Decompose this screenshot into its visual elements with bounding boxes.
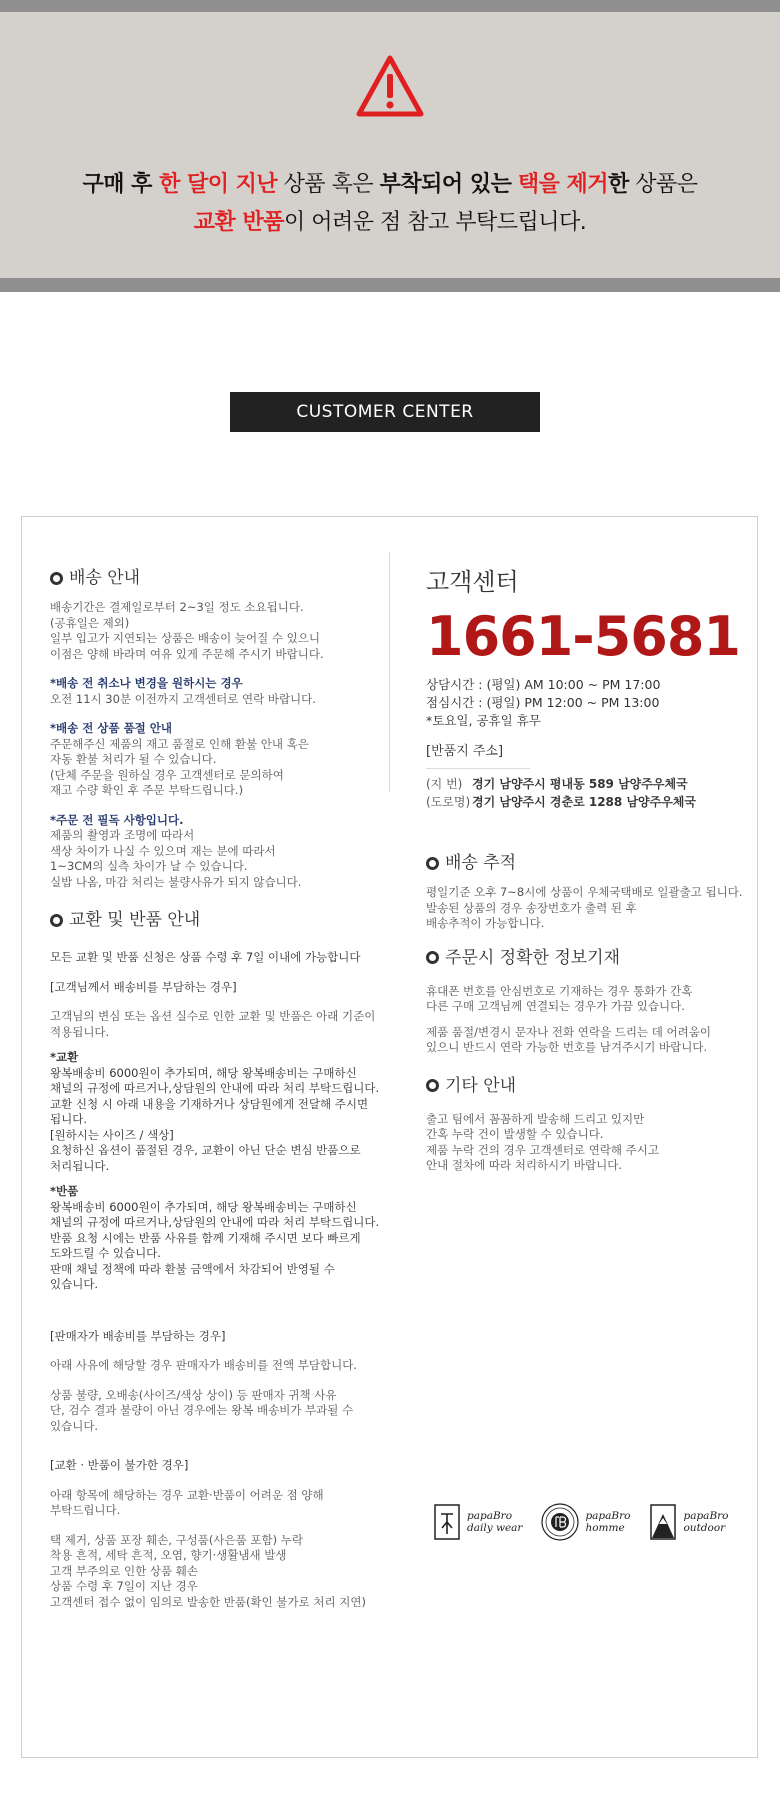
text-line: 도와드릴 수 있습니다. <box>50 1246 161 1260</box>
notice-segment: 택을 제거 <box>517 172 608 197</box>
text-line: 있습니다. <box>50 1277 99 1291</box>
return-address-list <box>426 775 746 811</box>
exchange-intro: 모든 교환 및 반품 신청은 상품 수령 후 7일 이내에 가능합니다 <box>50 950 361 964</box>
circle-bullet-icon <box>426 951 439 964</box>
shipping-title: 배송 안내 <box>69 568 141 588</box>
right-column <box>426 566 746 1174</box>
return-address-title: [반품지 주소] <box>426 742 530 769</box>
text-line: 점심시간 : (평일) PM 12:00 ~ PM 13:00 <box>426 695 660 710</box>
logo-line: daily wear <box>467 1522 523 1534</box>
notice-segment: 한 달이 지난 <box>159 172 278 197</box>
text-line: 착용 흔적, 세탁 흔적, 오염, 향기·생활냄새 발생 <box>50 1548 287 1562</box>
text-line: 있습니다. <box>50 1418 99 1433</box>
notice-banner <box>0 0 780 292</box>
logo-daily-wear[interactable] <box>432 1502 522 1542</box>
brand-logos <box>432 1500 732 1544</box>
text-line: 출고 팀에서 꼼꼼하게 발송해 드리고 있지만 <box>426 1111 645 1126</box>
text-line: 요청하신 옵션이 품절된 경우, 교환이 아닌 단순 변심 반품으로 <box>50 1143 361 1157</box>
shipping-period-text <box>50 600 380 662</box>
exchange-title: 교환 및 반품 안내 <box>69 910 201 930</box>
text-line: 재고 수량 확인 후 주문 부탁드립니다.) <box>50 783 244 797</box>
notice-line-2 <box>0 204 780 242</box>
text-line: 휴대폰 번호를 안심번호로 기재하는 경우 통화가 간혹 <box>426 983 693 998</box>
notice-segment: 구매 후 <box>82 172 160 197</box>
text-line: 왕복배송비 6000원이 추가되며, 해당 왕복배송비는 구매하신 <box>50 1199 357 1214</box>
address-label: (지 번) <box>426 777 463 791</box>
text-line: 단, 검수 결과 불량이 아닌 경우에는 왕복 배송비가 부과될 수 <box>50 1403 354 1417</box>
text-line: 상품 수령 후 7일이 지난 경우 <box>50 1579 198 1593</box>
text-line: 주문해주신 제품의 재고 품절로 인해 환불 안내 혹은 <box>50 736 309 751</box>
text-line: 고객센터 접수 없이 임의로 발송한 반품(확인 불가로 처리 지연) <box>50 1594 366 1609</box>
daily-wear-logo-icon <box>432 1502 462 1542</box>
text-line: 발송된 상품의 경우 송장번호가 출력 된 후 <box>426 900 637 915</box>
homme-seal-icon <box>540 1502 580 1542</box>
cc-hours <box>426 676 746 730</box>
soldout-text <box>50 737 380 799</box>
left-column <box>50 566 380 1610</box>
not-allowed-text-1 <box>50 1488 380 1519</box>
text-line: 제품 품절/변경시 문자나 전화 연락을 드리는 데 어려움이 <box>426 1024 711 1039</box>
tracking-text <box>426 885 746 932</box>
text-line: 채널의 규정에 따르거나,상담원의 안내에 따라 처리 부탁드립니다. <box>50 1215 380 1229</box>
text-line: 실밥 나옴, 마감 처리는 불량사유가 되지 않습니다. <box>50 874 302 889</box>
text-line: 택 제거, 상품 포장 훼손, 구성품(사은품 포함) 누락 <box>50 1532 303 1547</box>
text-line: 적용됩니다. <box>50 1024 110 1039</box>
order-info-title: 주문시 정확한 정보기재 <box>445 947 621 968</box>
text-line: 상품 불량, 오배송(사이즈/색상 상이) 등 판매자 귀책 사유 <box>50 1387 337 1402</box>
logo-homme[interactable] <box>540 1502 630 1542</box>
address-row <box>426 775 746 793</box>
text-line: (단체 주문을 원하실 경우 고객센터로 문의하여 <box>50 767 284 782</box>
shipping-cancel-text <box>50 692 380 708</box>
exchange-text <box>50 1066 380 1128</box>
text-line: 배송기간은 결제일로부터 2~3일 정도 소요됩니다. <box>50 600 304 614</box>
exchange-option-text <box>50 1143 380 1174</box>
text-line: *토요일, 공휴일 휴무 <box>426 713 541 728</box>
notice-segment: 한 <box>608 172 629 197</box>
address-row <box>426 793 746 811</box>
must-read-text <box>50 828 380 890</box>
circle-bullet-icon <box>50 914 63 927</box>
text-line: 있으니 반드시 연락 가능한 번호를 남겨주시기 바랍니다. <box>426 1040 708 1054</box>
seller-pays-text-1 <box>50 1358 380 1374</box>
text-line: 왕복배송비 6000원이 추가되며, 해당 왕복배송비는 구매하신 <box>50 1065 357 1080</box>
logo-outdoor[interactable] <box>648 1502 728 1542</box>
return-heading: *반품 <box>50 1184 79 1198</box>
text-line: 고객 부주의로 인한 상품 훼손 <box>50 1563 198 1578</box>
text-line: 제품의 촬영과 조명에 따라서 <box>50 828 195 842</box>
cc-title: 고객센터 <box>426 568 519 596</box>
exchange-heading: *교환 <box>50 1050 79 1064</box>
outdoor-mountain-icon <box>648 1502 678 1542</box>
warning-triangle-icon <box>355 54 425 118</box>
text-line: 안내 절차에 따라 처리하시기 바랍니다. <box>426 1158 623 1172</box>
address-value: 경기 남양주시 경춘로 1288 남양주우체국 <box>472 795 696 809</box>
tracking-title: 배송 추적 <box>445 853 517 873</box>
notice-segment: 상품은 <box>628 172 698 197</box>
address-value: 경기 남양주시 평내동 589 남양주우체국 <box>472 777 688 791</box>
text-line: 색상 차이가 나실 수 있으며 재는 분에 따라서 <box>50 843 276 858</box>
order-info-text-2 <box>426 1025 746 1056</box>
address-label: (도로명) <box>426 795 471 809</box>
customer-center-button[interactable]: CUSTOMER CENTER <box>230 392 540 432</box>
must-read-heading: *주문 전 필독 사항입니다. <box>50 812 184 827</box>
etc-text <box>426 1112 746 1174</box>
cc-phone-number[interactable]: 1661-5681 <box>426 605 740 668</box>
seller-pays-heading: [판매자가 배송비를 부담하는 경우] <box>50 1328 226 1343</box>
not-allowed-list <box>50 1533 380 1611</box>
text-line: 채널의 규정에 따르거나,상담원의 안내에 따라 처리 부탁드립니다. <box>50 1081 380 1095</box>
notice-text <box>0 166 780 242</box>
text-line: 평일기준 오후 7~8시에 상품이 우체국택배로 일괄출고 됩니다. <box>426 885 743 899</box>
section-title-exchange <box>50 908 380 932</box>
logo-name: papaBro <box>683 1510 729 1522</box>
logo-line: homme <box>585 1522 625 1534</box>
customer-pays-text <box>50 1009 380 1040</box>
logo-line: outdoor <box>683 1522 726 1534</box>
customer-pays-heading: [고객님께서 배송비를 부담하는 경우] <box>50 979 237 994</box>
notice-line-1 <box>0 166 780 204</box>
text-line: 고객님의 변심 또는 옵션 실수로 인한 교환 및 반품은 아래 기준이 <box>50 1009 376 1023</box>
logo-name: papaBro <box>467 1510 513 1522</box>
section-title-shipping <box>50 566 380 590</box>
text-line: 아래 사유에 해당할 경우 판매자가 배송비를 전액 부담합니다. <box>50 1358 357 1372</box>
etc-title: 기타 안내 <box>445 1075 517 1096</box>
text-line: (공휴일은 제외) <box>50 615 130 630</box>
text-line: 반품 요청 시에는 반품 사유를 함께 기재해 주시면 보다 빠르게 <box>50 1230 361 1245</box>
circle-bullet-icon <box>426 1079 439 1092</box>
text-line: 처리됩니다. <box>50 1158 110 1173</box>
text-line: 교환 신청 시 아래 내용을 기재하거나 상담원에게 전달해 주시면 <box>50 1096 369 1111</box>
text-line: 제품 누락 건의 경우 고객센터로 연락해 주시고 <box>426 1142 660 1157</box>
section-title-etc <box>426 1074 746 1098</box>
text-line: 자동 환불 처리가 될 수 있습니다. <box>50 752 217 766</box>
text-line: 일부 입고가 지연되는 상품은 배송이 늦어질 수 있으니 <box>50 631 320 645</box>
logo-name: papaBro <box>585 1510 631 1522</box>
text-line: 상담시간 : (평일) AM 10:00 ~ PM 17:00 <box>426 677 661 692</box>
return-text <box>50 1200 380 1293</box>
section-title-tracking <box>426 851 746 875</box>
circle-bullet-icon <box>426 857 439 870</box>
not-allowed-heading: [교환 · 반품이 불가한 경우] <box>50 1458 189 1472</box>
circle-bullet-icon <box>50 572 63 585</box>
text-line: 부탁드립니다. <box>50 1503 121 1517</box>
exchange-option-label: [원하시는 사이즈 / 색상] <box>50 1127 174 1142</box>
text-line: 배송추적이 가능합니다. <box>426 916 545 930</box>
text-line: 판매 채널 정책에 따라 환불 금액에서 차감되어 반영될 수 <box>50 1261 335 1276</box>
order-info-text-1 <box>426 984 746 1015</box>
column-divider <box>389 552 390 792</box>
notice-segment: 이 어려운 점 참고 부탁드립니다. <box>283 210 587 235</box>
notice-segment: 부착되어 있는 <box>379 172 512 197</box>
shipping-cancel-heading: *배송 전 취소나 변경을 원하시는 경우 <box>50 676 243 690</box>
seller-pays-text-2 <box>50 1388 380 1435</box>
notice-segment: 상품 혹은 <box>277 172 380 197</box>
text-line: 아래 항목에 해당하는 경우 교환·반품이 어려운 점 양해 <box>50 1487 324 1502</box>
text-line: 됩니다. <box>50 1112 87 1126</box>
text-line: 이점은 양해 바라며 여유 있게 주문해 주시기 바랍니다. <box>50 646 324 661</box>
soldout-heading: *배송 전 상품 품절 안내 <box>50 721 173 735</box>
text-line: 오전 11시 30분 이전까지 고객센터로 연락 바랍니다. <box>50 691 316 706</box>
notice-segment: 교환 반품 <box>193 210 284 235</box>
text-line: 다른 구매 고객님께 연결되는 경우가 가끔 있습니다. <box>426 999 685 1013</box>
section-title-order-info <box>426 946 746 970</box>
text-line: 1~3CM의 실측 차이가 날 수 있습니다. <box>50 859 248 873</box>
text-line: 간혹 누락 건이 발생할 수 있습니다. <box>426 1127 604 1141</box>
